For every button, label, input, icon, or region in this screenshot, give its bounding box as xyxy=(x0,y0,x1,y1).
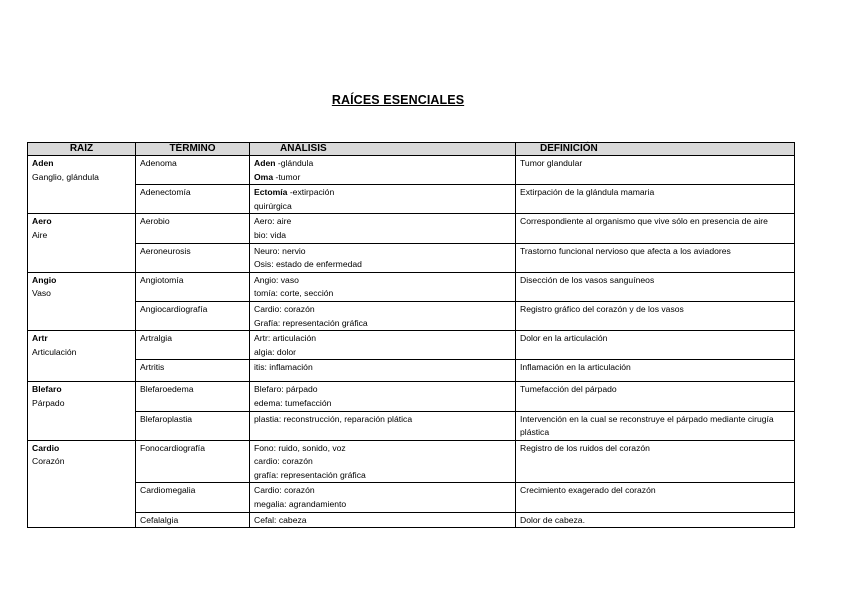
analysis-root-part: Aden xyxy=(254,158,276,168)
analysis-text: edema: tumefacción xyxy=(254,397,332,408)
table-row xyxy=(28,411,795,440)
term-cell: Fonocardiografía xyxy=(136,440,250,483)
analysis-text: -glándula xyxy=(275,158,314,168)
analysis-text: algia: dolor xyxy=(254,346,297,357)
root-meaning: Párpado xyxy=(32,397,65,408)
analysis-line xyxy=(254,346,511,360)
root-name: Blefaro xyxy=(32,384,62,395)
analysis-cell xyxy=(250,272,516,301)
analysis-text: quirúrgica xyxy=(254,200,292,211)
term-cell: Cardiomegalia xyxy=(136,483,250,512)
analysis-text: itis: inflamación xyxy=(254,362,313,373)
root-cell xyxy=(28,156,136,214)
analysis-text: cardio: corazón xyxy=(254,456,313,467)
analysis-cell xyxy=(250,331,516,360)
analysis-cell xyxy=(250,214,516,243)
root-cell xyxy=(28,214,136,272)
analysis-line xyxy=(254,186,511,200)
analysis-cell xyxy=(250,483,516,512)
term-cell: Artritis xyxy=(136,360,250,382)
analysis-line xyxy=(254,498,511,512)
table-row xyxy=(28,301,795,330)
term-cell: Aerobio xyxy=(136,214,250,243)
root-cell xyxy=(28,382,136,440)
analysis-cell xyxy=(250,512,516,528)
header-raiz: RAÍZ xyxy=(28,143,136,156)
analysis-line xyxy=(254,274,511,288)
table-row xyxy=(28,512,795,528)
root-cell xyxy=(28,331,136,382)
term-cell: Aeroneurosis xyxy=(136,243,250,272)
analysis-root-part: Oma xyxy=(254,171,274,182)
header-definicion: DEFINICIÓN xyxy=(516,143,795,156)
root-meaning: Aire xyxy=(32,229,48,240)
root-meaning: Vaso xyxy=(32,288,51,299)
analysis-line xyxy=(254,157,511,171)
analysis-cell xyxy=(250,382,516,411)
analysis-line xyxy=(254,215,511,229)
analysis-text: -tumor xyxy=(273,171,301,182)
analysis-text: bio: vida xyxy=(254,229,287,240)
analysis-line xyxy=(254,245,511,259)
definition-cell: Extirpación de la glándula mamaria xyxy=(516,185,795,214)
table-header-row xyxy=(28,143,795,156)
term-cell: Adenoma xyxy=(136,156,250,185)
term-cell: Adenectomía xyxy=(136,185,250,214)
analysis-text: Neuro: nervio xyxy=(254,245,306,256)
analysis-line xyxy=(254,287,511,301)
root-name: Cardio xyxy=(32,442,60,453)
analysis-line xyxy=(254,455,511,469)
root-meaning: Articulación xyxy=(32,346,77,357)
analysis-text: grafía: representación gráfica xyxy=(254,469,366,480)
table-row xyxy=(28,360,795,382)
analysis-text: Cardio: corazón xyxy=(254,485,315,496)
definition-cell: Registro de los ruidos del corazón xyxy=(516,440,795,483)
definition-cell: Tumefacción del párpado xyxy=(516,382,795,411)
analysis-cell xyxy=(250,301,516,330)
table-body xyxy=(28,156,795,528)
analysis-text: Aero: aire xyxy=(254,216,292,227)
analysis-line xyxy=(254,442,511,456)
analysis-line xyxy=(254,332,511,346)
root-meaning: Corazón xyxy=(32,456,65,467)
table-row xyxy=(28,483,795,512)
definition-cell: Dolor en la articulación xyxy=(516,331,795,360)
header-termino: TÉRMINO xyxy=(136,143,250,156)
definition-cell: Inflamación en la articulación xyxy=(516,360,795,382)
analysis-cell xyxy=(250,156,516,185)
header-analisis: ANÁLISIS xyxy=(250,143,516,156)
definition-cell: Disección de los vasos sanguíneos xyxy=(516,272,795,301)
roots-table xyxy=(27,142,795,528)
analysis-cell xyxy=(250,185,516,214)
table-row xyxy=(28,214,795,243)
analysis-line xyxy=(254,413,511,427)
analysis-text: Cardio: corazón xyxy=(254,303,315,314)
root-name: Aero xyxy=(32,216,52,227)
table-row xyxy=(28,331,795,360)
table-row xyxy=(28,272,795,301)
root-cell xyxy=(28,272,136,330)
term-cell: Cefalalgia xyxy=(136,512,250,528)
root-meaning: Ganglio, glándula xyxy=(32,171,99,182)
analysis-text: -extirpación xyxy=(287,187,335,198)
table-row xyxy=(28,382,795,411)
term-cell: Artralgia xyxy=(136,331,250,360)
definition-cell: Registro gráfico del corazón y de los vasos xyxy=(516,301,795,330)
term-cell: Blefaroplastia xyxy=(136,411,250,440)
analysis-line xyxy=(254,317,511,331)
analysis-line xyxy=(254,303,511,317)
definition-cell: Intervención en la cual se reconstruye el párpado mediante cirugía plástica xyxy=(516,411,795,440)
analysis-line xyxy=(254,258,511,272)
analysis-line xyxy=(254,361,511,375)
analysis-text: Artr: articulación xyxy=(254,333,317,344)
analysis-text: Grafía: representación gráfica xyxy=(254,317,368,328)
analysis-line xyxy=(254,200,511,214)
analysis-cell xyxy=(250,411,516,440)
analysis-line xyxy=(254,171,511,185)
analysis-line xyxy=(254,484,511,498)
definition-cell: Crecimiento exagerado del corazón xyxy=(516,483,795,512)
table-row xyxy=(28,185,795,214)
analysis-text: Osis: estado de enfermedad xyxy=(254,259,362,270)
analysis-text: plastia: reconstrucción, reparación plática xyxy=(254,413,413,424)
analysis-text: Fono: ruido, sonido, voz xyxy=(254,442,346,453)
analysis-text: megalia: agrandamiento xyxy=(254,499,347,510)
analysis-line xyxy=(254,469,511,483)
analysis-text: tomía: corte, sección xyxy=(254,288,334,299)
analysis-text: Cefal: cabeza xyxy=(254,514,307,525)
analysis-cell xyxy=(250,243,516,272)
analysis-text: Blefaro: párpado xyxy=(254,384,318,395)
term-cell: Angiotomía xyxy=(136,272,250,301)
analysis-cell xyxy=(250,360,516,382)
term-cell: Blefaroedema xyxy=(136,382,250,411)
definition-cell: Correspondiente al organismo que vive sólo en presencia de aire xyxy=(516,214,795,243)
definition-cell: Trastorno funcional nervioso que afecta a los aviadores xyxy=(516,243,795,272)
definition-cell: Dolor de cabeza. xyxy=(516,512,795,528)
root-cell xyxy=(28,440,136,528)
analysis-line xyxy=(254,514,511,528)
table-row xyxy=(28,243,795,272)
root-name: Angio xyxy=(32,274,57,285)
analysis-text: Angio: vaso xyxy=(254,274,299,285)
definition-cell: Tumor glandular xyxy=(516,156,795,185)
analysis-root-part: Ectomía xyxy=(254,187,288,198)
document-title: RAÍCES ESENCIALES xyxy=(331,93,465,107)
term-cell: Angiocardiografía xyxy=(136,301,250,330)
analysis-line xyxy=(254,397,511,411)
root-name: Aden xyxy=(32,158,54,168)
table-row xyxy=(28,440,795,483)
analysis-line xyxy=(254,383,511,397)
analysis-cell xyxy=(250,440,516,483)
analysis-line xyxy=(254,229,511,243)
table-row xyxy=(28,156,795,185)
root-name: Artr xyxy=(32,333,48,344)
